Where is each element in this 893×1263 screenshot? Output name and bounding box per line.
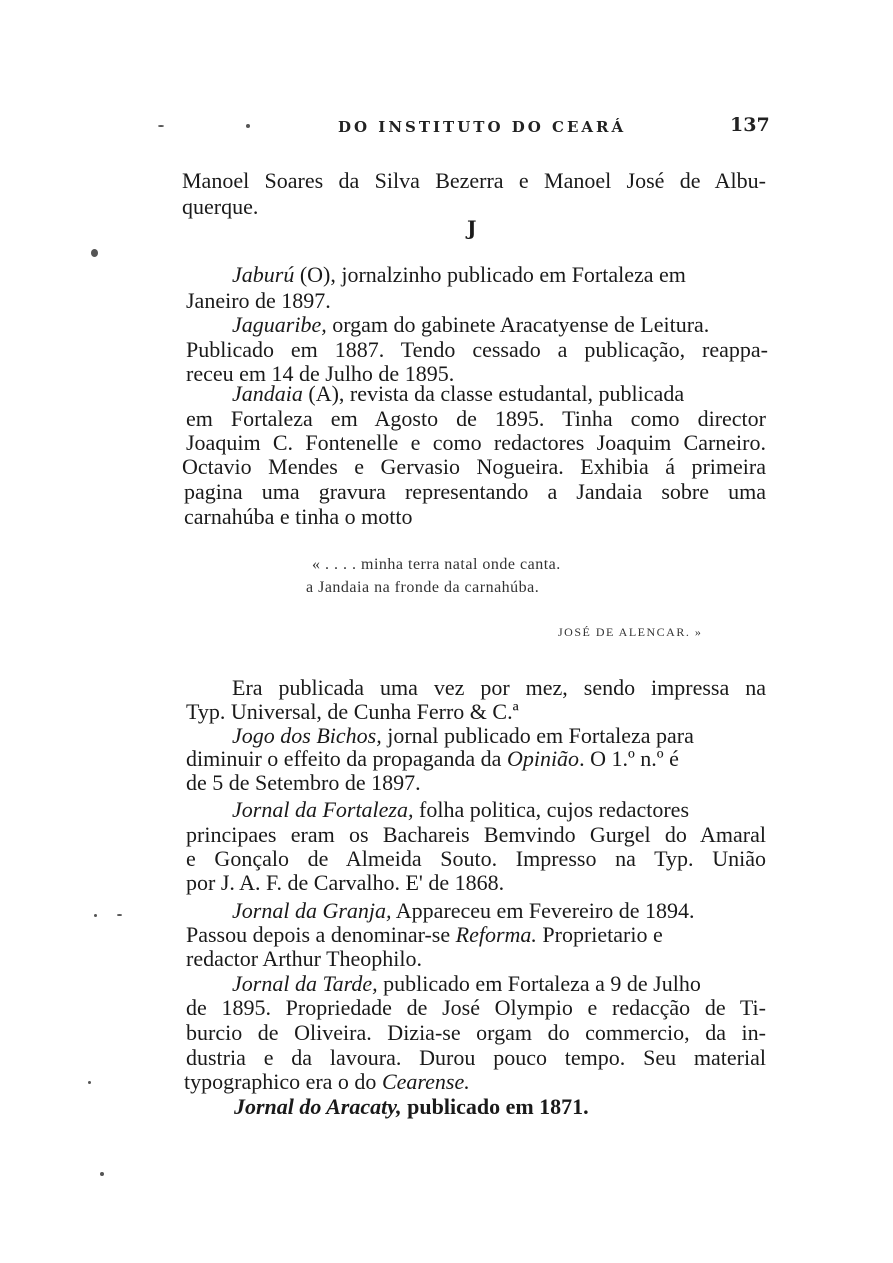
text-line: Era publicada uma vez por mez, sendo impressa na (232, 675, 766, 700)
text-line: e Gonçalo de Almeida Souto. Impresso na Typ. União (186, 846, 766, 871)
text-line: Publicado em 1887. Tendo cessado a publicação, reappa- (186, 337, 768, 362)
text-line: pagina uma gravura representando a Jandaia sobre uma (184, 479, 766, 504)
entry-title: Jaburú (232, 262, 295, 287)
text-line: de 5 de Setembro de 1897. (186, 770, 421, 795)
text-line: Joaquim C. Fontenelle e como redactores Joaquim Carneiro. (186, 430, 766, 455)
text-line: redactor Arthur Theophilo. (186, 946, 423, 971)
entry-jogo-dos-bichos: Jogo dos Bichos, jornal publicado em Fortaleza para (232, 723, 694, 748)
text-line: em Fortaleza em Agosto de 1895. Tinha como director (186, 406, 766, 431)
page-number: 137 (730, 114, 770, 136)
text-line: carnahúba e tinha o motto (184, 504, 413, 529)
entry-title: Jornal da Fortaleza, (232, 797, 414, 822)
entry-title: Jornal da Tarde, (232, 971, 378, 996)
text-line: Typ. Universal, de Cunha Ferro & C.ª (186, 699, 519, 724)
text-line: Manoel Soares da Silva Bezerra e Manoel José de Albu- (182, 168, 766, 193)
entry-jaguaribe: Jaguaribe, orgam do gabinete Aracatyense de Leitura. (232, 312, 710, 337)
text-line: Passou depois a denominar-se Reforma. Proprietario e (186, 922, 663, 947)
entry-title: Jaguaribe, (232, 312, 327, 337)
text-line: typographico era o do Cearense. (184, 1069, 470, 1094)
verse-author: JOSÉ DE ALENCAR. » (558, 625, 703, 639)
entry-title: Jandaia (232, 381, 303, 406)
text-line: por J. A. F. de Carvalho. E' de 1868. (186, 870, 505, 895)
text-line: receu em 14 de Julho de 1895. (186, 361, 455, 386)
entry-jandaia: Jandaia (A), revista da classe estudantal, publicada (232, 381, 685, 406)
scan-speck (117, 914, 122, 916)
text-line: diminuir o effeito da propaganda da Opinião. O 1.º n.º é (186, 746, 679, 771)
scan-speck (158, 125, 164, 127)
text-line: burcio de Oliveira. Dizia-se orgam do commercio, da in- (186, 1020, 766, 1045)
entry-jornal-da-granja: Jornal da Granja, Appareceu em Fevereiro de 1894. (232, 898, 695, 923)
running-header: DO INSTITUTO DO CEARÁ (338, 118, 627, 136)
scan-speck (88, 1081, 91, 1084)
entry-title: Jornal da Granja, (232, 898, 392, 923)
section-letter: J (467, 216, 477, 240)
scan-speck (246, 124, 250, 128)
entry-jornal-do-aracaty: Jornal do Aracaty, publicado em 1871. (234, 1094, 589, 1119)
scan-speck (100, 1172, 104, 1176)
entry-title: Jogo dos Bichos, (232, 723, 382, 748)
scan-speck (94, 914, 97, 917)
text-line: de 1895. Propriedade de José Olympio e redacção de Ti- (186, 995, 766, 1020)
verse-line: a Jandaia na fronde da carnahúba. (306, 579, 540, 596)
text-line: querque. (182, 194, 259, 219)
entry-title: Jornal do Aracaty, (234, 1094, 402, 1119)
verse-line: « . . . . minha terra natal onde canta. (312, 556, 561, 573)
scan-speck (91, 249, 98, 257)
text-line: principaes eram os Bachareis Bemvindo Gurgel do Amaral (186, 822, 766, 847)
entry-jornal-da-tarde: Jornal da Tarde, publicado em Fortaleza a 9 de Julho (232, 971, 701, 996)
text-line: Octavio Mendes e Gervasio Nogueira. Exhibia á primeira (182, 454, 766, 479)
text-line: Janeiro de 1897. (186, 288, 331, 313)
entry-jabura: Jaburú (O), jornalzinho publicado em Fortaleza em (232, 262, 686, 287)
text-line: dustria e da lavoura. Durou pouco tempo. Seu material (186, 1045, 766, 1070)
entry-jornal-da-fortaleza: Jornal da Fortaleza, folha politica, cujos redactores (232, 797, 690, 822)
